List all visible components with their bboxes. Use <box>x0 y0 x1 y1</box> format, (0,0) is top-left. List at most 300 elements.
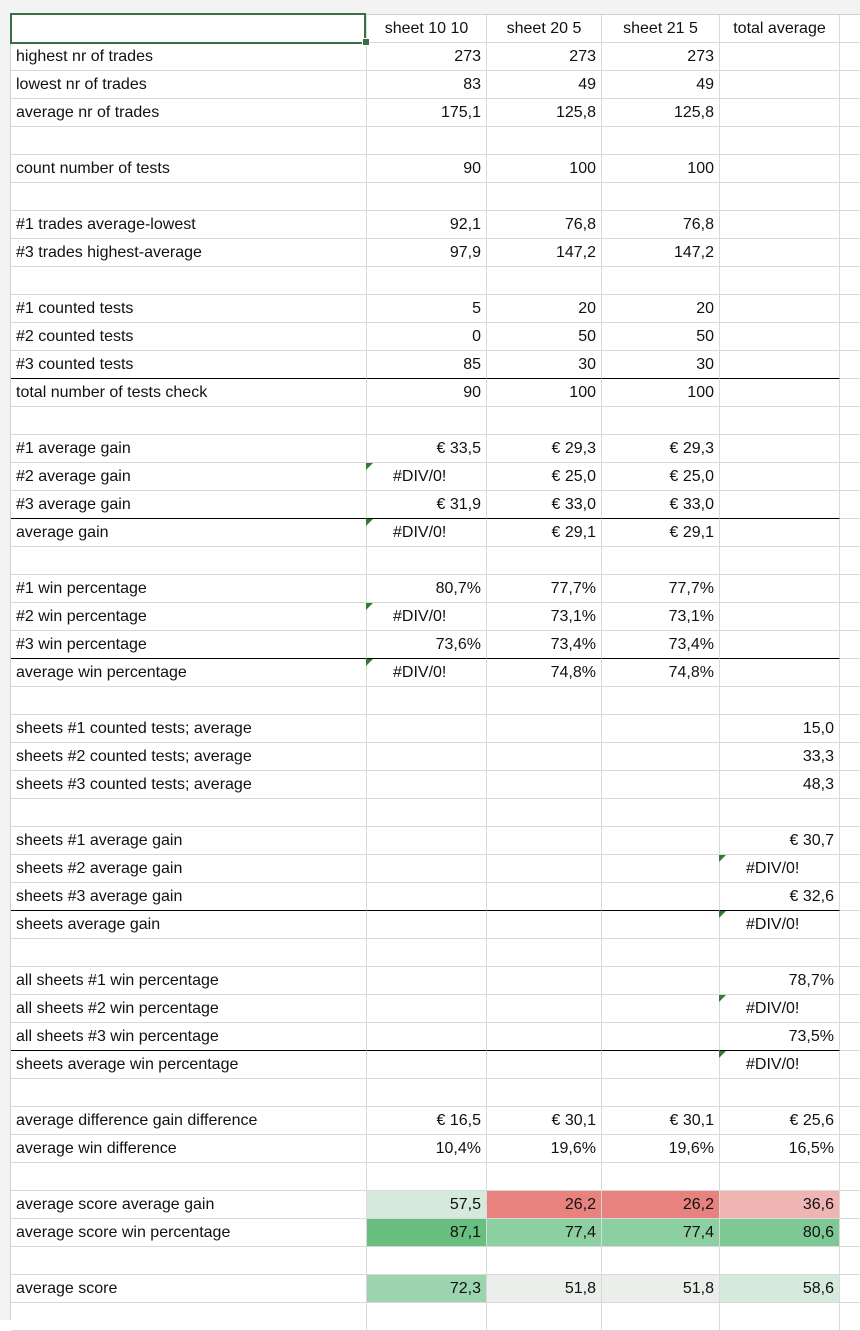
empty-cell[interactable] <box>840 463 860 491</box>
value-cell[interactable]: 50 <box>602 323 720 351</box>
empty-cell[interactable] <box>840 351 860 379</box>
value-cell[interactable] <box>602 799 720 827</box>
value-cell[interactable]: 49 <box>602 71 720 99</box>
value-cell[interactable]: 100 <box>487 155 602 183</box>
fill-handle[interactable] <box>362 38 370 46</box>
empty-cell[interactable] <box>840 883 860 911</box>
value-cell[interactable]: 30 <box>602 351 720 379</box>
value-cell[interactable]: 51,8 <box>487 1275 602 1303</box>
value-cell[interactable]: 90 <box>367 379 487 407</box>
value-cell[interactable]: 92,1 <box>367 211 487 239</box>
value-cell[interactable] <box>487 1051 602 1079</box>
empty-cell[interactable] <box>840 295 860 323</box>
row-label[interactable] <box>11 939 367 967</box>
value-cell[interactable] <box>487 1247 602 1275</box>
value-cell[interactable] <box>367 911 487 939</box>
value-cell[interactable] <box>367 1079 487 1107</box>
empty-cell[interactable] <box>840 1135 860 1163</box>
value-cell[interactable] <box>367 463 487 491</box>
empty-cell[interactable] <box>840 743 860 771</box>
row-label[interactable]: total number of tests check <box>11 379 367 407</box>
value-cell[interactable] <box>602 715 720 743</box>
value-cell[interactable] <box>602 1163 720 1191</box>
empty-cell[interactable] <box>840 491 860 519</box>
value-cell[interactable]: 175,1 <box>367 99 487 127</box>
value-cell[interactable]: 16,5% <box>720 1135 840 1163</box>
row-label[interactable] <box>11 183 367 211</box>
value-cell[interactable] <box>602 1303 720 1331</box>
value-cell[interactable] <box>720 71 840 99</box>
value-cell[interactable]: 76,8 <box>487 211 602 239</box>
empty-cell[interactable] <box>840 995 860 1023</box>
value-cell[interactable] <box>720 155 840 183</box>
value-cell[interactable]: 100 <box>602 379 720 407</box>
row-label[interactable]: sheets #2 average gain <box>11 855 367 883</box>
value-cell[interactable] <box>487 799 602 827</box>
row-label[interactable]: #3 win percentage <box>11 631 367 659</box>
value-cell[interactable]: 73,1% <box>487 603 602 631</box>
empty-cell[interactable] <box>840 127 860 155</box>
value-cell[interactable] <box>720 519 840 547</box>
value-cell[interactable]: 33,3 <box>720 743 840 771</box>
row-label[interactable]: #1 win percentage <box>11 575 367 603</box>
row-label[interactable] <box>11 267 367 295</box>
value-cell[interactable]: 273 <box>367 43 487 71</box>
value-cell[interactable] <box>367 603 487 631</box>
row-label[interactable]: average win difference <box>11 1135 367 1163</box>
value-cell[interactable] <box>720 659 840 687</box>
value-cell[interactable] <box>367 547 487 575</box>
value-cell[interactable] <box>367 1247 487 1275</box>
error-indicator-icon[interactable] <box>719 1051 726 1058</box>
value-cell[interactable] <box>602 883 720 911</box>
value-cell[interactable]: 77,4 <box>487 1219 602 1247</box>
value-cell[interactable]: 125,8 <box>602 99 720 127</box>
value-cell[interactable] <box>602 827 720 855</box>
value-cell[interactable] <box>720 855 840 883</box>
value-cell[interactable] <box>487 883 602 911</box>
value-cell[interactable] <box>720 491 840 519</box>
value-cell[interactable]: € 30,1 <box>487 1107 602 1135</box>
value-cell[interactable] <box>487 1079 602 1107</box>
value-cell[interactable] <box>602 939 720 967</box>
value-cell[interactable] <box>720 323 840 351</box>
value-cell[interactable] <box>367 1163 487 1191</box>
value-cell[interactable] <box>720 911 840 939</box>
value-cell[interactable]: 73,4% <box>487 631 602 659</box>
error-indicator-icon[interactable] <box>719 995 726 1002</box>
empty-cell[interactable] <box>840 1247 860 1275</box>
value-cell[interactable]: 273 <box>487 43 602 71</box>
row-label[interactable]: #1 trades average-lowest <box>11 211 367 239</box>
row-label[interactable] <box>11 407 367 435</box>
empty-cell[interactable] <box>840 407 860 435</box>
empty-cell[interactable] <box>840 967 860 995</box>
value-cell[interactable]: 100 <box>487 379 602 407</box>
empty-cell[interactable] <box>840 519 860 547</box>
row-label[interactable]: #1 counted tests <box>11 295 367 323</box>
row-label[interactable]: sheets #1 counted tests; average <box>11 715 367 743</box>
value-cell[interactable]: 77,7% <box>602 575 720 603</box>
value-cell[interactable] <box>367 127 487 155</box>
error-indicator-icon[interactable] <box>719 911 726 918</box>
error-value: #DIV/0! <box>746 916 800 933</box>
value-cell[interactable] <box>602 687 720 715</box>
value-cell[interactable] <box>487 127 602 155</box>
value-cell[interactable] <box>720 183 840 211</box>
header-sheet-21-5[interactable]: sheet 21 5 <box>602 15 720 43</box>
row-label[interactable]: average gain <box>11 519 367 547</box>
value-cell[interactable] <box>367 659 487 687</box>
value-cell[interactable] <box>367 771 487 799</box>
value-cell[interactable]: € 33,0 <box>602 491 720 519</box>
row-label[interactable] <box>11 799 367 827</box>
value-cell[interactable] <box>720 379 840 407</box>
value-cell[interactable]: 80,6 <box>720 1219 840 1247</box>
value-cell[interactable] <box>720 1079 840 1107</box>
value-cell[interactable] <box>720 547 840 575</box>
value-cell[interactable] <box>487 743 602 771</box>
value-cell[interactable]: 26,2 <box>487 1191 602 1219</box>
value-cell[interactable] <box>602 1023 720 1051</box>
empty-cell[interactable] <box>840 1107 860 1135</box>
value-cell[interactable]: 57,5 <box>367 1191 487 1219</box>
empty-cell[interactable] <box>840 239 860 267</box>
value-cell[interactable] <box>487 1023 602 1051</box>
value-cell[interactable] <box>602 1051 720 1079</box>
row-label[interactable]: average nr of trades <box>11 99 367 127</box>
value-cell[interactable] <box>367 883 487 911</box>
value-cell[interactable] <box>720 407 840 435</box>
value-cell[interactable] <box>720 1051 840 1079</box>
row-label[interactable] <box>11 1079 367 1107</box>
error-indicator-icon[interactable] <box>719 855 726 862</box>
value-cell[interactable]: 26,2 <box>602 1191 720 1219</box>
value-cell[interactable]: € 33,0 <box>487 491 602 519</box>
value-cell[interactable]: 85 <box>367 351 487 379</box>
value-cell[interactable] <box>367 967 487 995</box>
value-cell[interactable]: 83 <box>367 71 487 99</box>
value-cell[interactable] <box>487 407 602 435</box>
value-cell[interactable]: 97,9 <box>367 239 487 267</box>
value-cell[interactable]: 73,6% <box>367 631 487 659</box>
value-cell[interactable] <box>367 407 487 435</box>
header-sheet-20-5[interactable]: sheet 20 5 <box>487 15 602 43</box>
value-cell[interactable] <box>367 995 487 1023</box>
value-cell[interactable]: 20 <box>487 295 602 323</box>
row-header-bar[interactable] <box>0 14 11 1320</box>
value-cell[interactable]: 10,4% <box>367 1135 487 1163</box>
error-value: #DIV/0! <box>393 524 447 541</box>
value-cell[interactable] <box>720 127 840 155</box>
row-label[interactable]: sheets #3 average gain <box>11 883 367 911</box>
value-cell[interactable] <box>602 967 720 995</box>
error-indicator-icon[interactable] <box>366 463 373 470</box>
value-cell[interactable]: € 25,6 <box>720 1107 840 1135</box>
value-cell[interactable]: 50 <box>487 323 602 351</box>
value-cell[interactable] <box>602 995 720 1023</box>
empty-cell[interactable] <box>840 575 860 603</box>
empty-cell[interactable] <box>840 1275 860 1303</box>
value-cell[interactable] <box>720 1303 840 1331</box>
empty-cell[interactable] <box>840 603 860 631</box>
value-cell[interactable]: 73,5% <box>720 1023 840 1051</box>
value-cell[interactable] <box>367 715 487 743</box>
row-label[interactable]: sheets #2 counted tests; average <box>11 743 367 771</box>
value-cell[interactable] <box>720 43 840 71</box>
empty-cell[interactable] <box>840 1303 860 1331</box>
value-cell[interactable] <box>367 855 487 883</box>
table-row <box>11 71 860 99</box>
value-cell[interactable] <box>602 183 720 211</box>
error-indicator-icon[interactable] <box>366 519 373 526</box>
value-cell[interactable] <box>367 939 487 967</box>
row-label[interactable] <box>11 687 367 715</box>
value-cell[interactable] <box>720 267 840 295</box>
value-cell[interactable] <box>367 1051 487 1079</box>
empty-cell[interactable] <box>840 1219 860 1247</box>
value-cell[interactable] <box>602 911 720 939</box>
empty-cell[interactable] <box>840 323 860 351</box>
empty-cell[interactable] <box>840 435 860 463</box>
value-cell[interactable]: 73,4% <box>602 631 720 659</box>
value-cell[interactable]: 273 <box>602 43 720 71</box>
empty-cell[interactable] <box>840 631 860 659</box>
value-cell[interactable] <box>367 799 487 827</box>
row-label[interactable]: #3 counted tests <box>11 351 367 379</box>
row-label[interactable]: sheets #1 average gain <box>11 827 367 855</box>
row-label[interactable]: #3 average gain <box>11 491 367 519</box>
value-cell[interactable] <box>487 827 602 855</box>
value-cell[interactable] <box>720 351 840 379</box>
value-cell[interactable]: 19,6% <box>602 1135 720 1163</box>
value-cell[interactable] <box>487 1303 602 1331</box>
value-cell[interactable] <box>720 575 840 603</box>
value-cell[interactable]: 73,1% <box>602 603 720 631</box>
value-cell[interactable] <box>602 1247 720 1275</box>
empty-cell[interactable] <box>840 911 860 939</box>
value-cell[interactable] <box>487 855 602 883</box>
value-cell[interactable] <box>367 267 487 295</box>
empty-cell[interactable] <box>840 827 860 855</box>
value-cell[interactable]: € 30,1 <box>602 1107 720 1135</box>
value-cell[interactable]: 74,8% <box>487 659 602 687</box>
value-cell[interactable] <box>720 603 840 631</box>
table-row <box>11 155 860 183</box>
table-row <box>11 1051 860 1079</box>
value-cell[interactable]: € 16,5 <box>367 1107 487 1135</box>
value-cell[interactable]: 58,6 <box>720 1275 840 1303</box>
value-cell[interactable]: 20 <box>602 295 720 323</box>
value-cell[interactable] <box>602 855 720 883</box>
value-cell[interactable]: € 32,6 <box>720 883 840 911</box>
value-cell[interactable]: 147,2 <box>602 239 720 267</box>
value-cell[interactable]: 76,8 <box>602 211 720 239</box>
row-label[interactable] <box>11 547 367 575</box>
row-label[interactable]: all sheets #3 win percentage <box>11 1023 367 1051</box>
value-cell[interactable] <box>367 1303 487 1331</box>
empty-cell[interactable] <box>840 771 860 799</box>
value-cell[interactable] <box>720 1247 840 1275</box>
value-cell[interactable]: 5 <box>367 295 487 323</box>
empty-cell[interactable] <box>840 547 860 575</box>
value-cell[interactable] <box>720 995 840 1023</box>
row-label[interactable]: highest nr of trades <box>11 43 367 71</box>
value-cell[interactable] <box>720 239 840 267</box>
empty-cell[interactable] <box>840 155 860 183</box>
value-cell[interactable]: 51,8 <box>602 1275 720 1303</box>
value-cell[interactable] <box>487 967 602 995</box>
row-label[interactable] <box>11 127 367 155</box>
value-cell[interactable] <box>602 1079 720 1107</box>
value-cell[interactable]: € 29,3 <box>602 435 720 463</box>
row-label[interactable]: average difference gain difference <box>11 1107 367 1135</box>
value-cell[interactable] <box>487 911 602 939</box>
cell-a1-selected[interactable] <box>11 15 367 43</box>
value-cell[interactable]: 80,7% <box>367 575 487 603</box>
empty-cell[interactable] <box>840 379 860 407</box>
row-label[interactable] <box>11 1303 367 1331</box>
row-label[interactable]: all sheets #1 win percentage <box>11 967 367 995</box>
value-cell[interactable] <box>720 799 840 827</box>
empty-cell[interactable] <box>840 1163 860 1191</box>
value-cell[interactable] <box>367 519 487 547</box>
table-row <box>11 99 860 127</box>
row-label[interactable]: #3 trades highest-average <box>11 239 367 267</box>
empty-cell[interactable] <box>840 939 860 967</box>
value-cell[interactable]: € 30,7 <box>720 827 840 855</box>
value-cell[interactable] <box>720 687 840 715</box>
value-cell[interactable] <box>367 743 487 771</box>
row-label[interactable]: #2 counted tests <box>11 323 367 351</box>
header-sheet-10-10[interactable]: sheet 10 10 <box>367 15 487 43</box>
value-cell[interactable]: 72,3 <box>367 1275 487 1303</box>
empty-cell[interactable] <box>840 1079 860 1107</box>
value-cell[interactable]: € 29,1 <box>487 519 602 547</box>
header-total-average[interactable]: total average <box>720 15 840 43</box>
value-cell[interactable] <box>720 631 840 659</box>
row-label[interactable]: #1 average gain <box>11 435 367 463</box>
value-cell[interactable]: 125,8 <box>487 99 602 127</box>
value-cell[interactable]: 90 <box>367 155 487 183</box>
row-label[interactable]: sheets average win percentage <box>11 1051 367 1079</box>
value-cell[interactable]: 87,1 <box>367 1219 487 1247</box>
empty-cell[interactable] <box>840 99 860 127</box>
value-cell[interactable]: 77,7% <box>487 575 602 603</box>
value-cell[interactable]: € 25,0 <box>602 463 720 491</box>
value-cell[interactable]: 30 <box>487 351 602 379</box>
row-label[interactable]: count number of tests <box>11 155 367 183</box>
value-cell[interactable]: 36,6 <box>720 1191 840 1219</box>
value-cell[interactable] <box>487 267 602 295</box>
value-cell[interactable] <box>720 211 840 239</box>
value-cell[interactable] <box>487 183 602 211</box>
row-label[interactable]: average score win percentage <box>11 1219 367 1247</box>
value-cell[interactable]: 78,7% <box>720 967 840 995</box>
value-cell[interactable] <box>367 687 487 715</box>
row-label[interactable] <box>11 1163 367 1191</box>
error-indicator-icon[interactable] <box>366 659 373 666</box>
value-cell[interactable] <box>487 995 602 1023</box>
empty-cell[interactable] <box>840 855 860 883</box>
value-cell[interactable]: 0 <box>367 323 487 351</box>
empty-cell[interactable] <box>840 71 860 99</box>
value-cell[interactable]: 100 <box>602 155 720 183</box>
table-row <box>11 547 860 575</box>
row-label[interactable]: sheets average gain <box>11 911 367 939</box>
empty-cell[interactable] <box>840 1023 860 1051</box>
empty-cell[interactable] <box>840 211 860 239</box>
value-cell[interactable]: 77,4 <box>602 1219 720 1247</box>
value-cell[interactable] <box>720 435 840 463</box>
value-cell[interactable]: 74,8% <box>602 659 720 687</box>
value-cell[interactable]: € 29,1 <box>602 519 720 547</box>
row-label[interactable] <box>11 1247 367 1275</box>
row-label[interactable]: lowest nr of trades <box>11 71 367 99</box>
value-cell[interactable]: € 31,9 <box>367 491 487 519</box>
column-header-bar[interactable] <box>0 0 860 15</box>
empty-cell[interactable] <box>840 15 860 43</box>
value-cell[interactable]: 19,6% <box>487 1135 602 1163</box>
row-label[interactable]: average score average gain <box>11 1191 367 1219</box>
value-cell[interactable] <box>487 939 602 967</box>
value-cell[interactable] <box>602 127 720 155</box>
empty-cell[interactable] <box>840 799 860 827</box>
value-cell[interactable]: 48,3 <box>720 771 840 799</box>
value-cell[interactable] <box>487 687 602 715</box>
value-cell[interactable]: € 29,3 <box>487 435 602 463</box>
value-cell[interactable] <box>367 1023 487 1051</box>
empty-cell[interactable] <box>840 715 860 743</box>
empty-cell[interactable] <box>840 1051 860 1079</box>
empty-cell[interactable] <box>840 43 860 71</box>
value-cell[interactable] <box>487 1163 602 1191</box>
value-cell[interactable] <box>367 827 487 855</box>
value-cell[interactable] <box>602 407 720 435</box>
empty-cell[interactable] <box>840 687 860 715</box>
error-indicator-icon[interactable] <box>366 603 373 610</box>
row-label[interactable]: average win percentage <box>11 659 367 687</box>
value-cell[interactable] <box>487 771 602 799</box>
value-cell[interactable] <box>602 743 720 771</box>
row-label[interactable]: #2 win percentage <box>11 603 367 631</box>
value-cell[interactable]: 15,0 <box>720 715 840 743</box>
empty-cell[interactable] <box>840 183 860 211</box>
value-cell[interactable] <box>602 771 720 799</box>
value-cell[interactable] <box>602 267 720 295</box>
row-label[interactable]: average score <box>11 1275 367 1303</box>
empty-cell[interactable] <box>840 659 860 687</box>
value-cell[interactable] <box>720 1163 840 1191</box>
empty-cell[interactable] <box>840 267 860 295</box>
value-cell[interactable] <box>367 183 487 211</box>
value-cell[interactable] <box>487 547 602 575</box>
value-cell[interactable] <box>487 715 602 743</box>
value-cell[interactable] <box>720 939 840 967</box>
value-cell[interactable] <box>720 295 840 323</box>
row-label[interactable]: all sheets #2 win percentage <box>11 995 367 1023</box>
value-cell[interactable]: € 25,0 <box>487 463 602 491</box>
value-cell[interactable]: 49 <box>487 71 602 99</box>
value-cell[interactable] <box>720 463 840 491</box>
value-cell[interactable]: 147,2 <box>487 239 602 267</box>
row-label[interactable]: #2 average gain <box>11 463 367 491</box>
value-cell[interactable] <box>602 547 720 575</box>
empty-cell[interactable] <box>840 1191 860 1219</box>
value-cell[interactable]: € 33,5 <box>367 435 487 463</box>
row-label[interactable]: sheets #3 counted tests; average <box>11 771 367 799</box>
value-cell[interactable] <box>720 99 840 127</box>
